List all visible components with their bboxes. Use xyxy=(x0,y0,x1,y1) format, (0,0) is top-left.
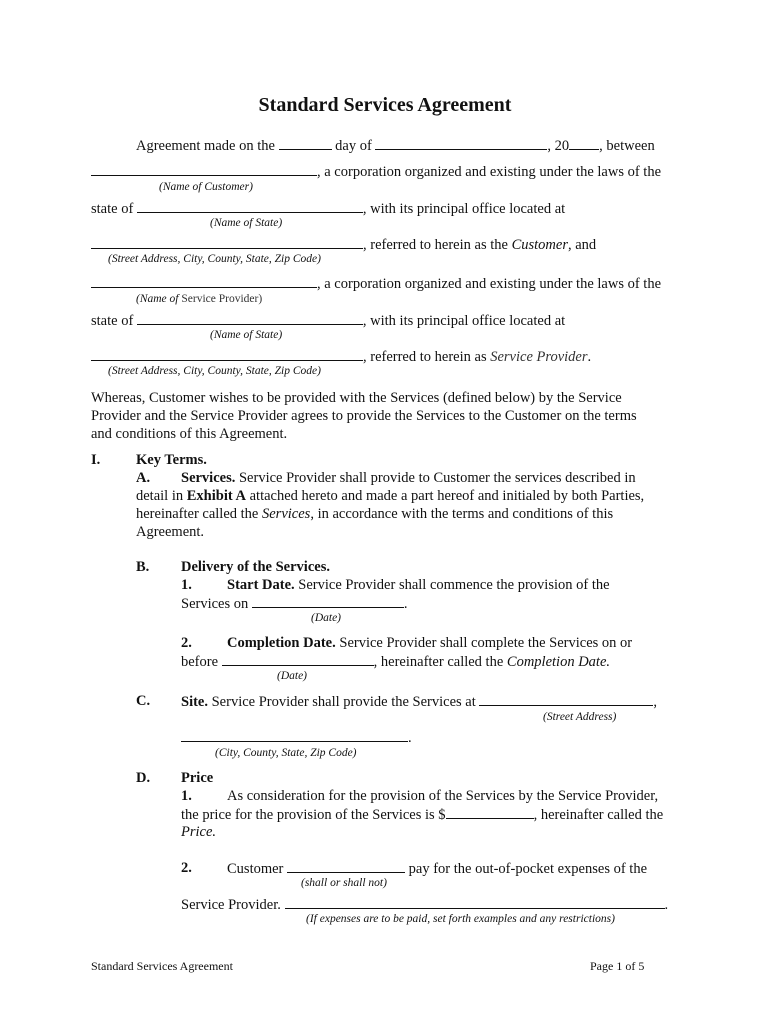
provider-referred-prefix: , referred to herein as xyxy=(363,349,491,365)
clause-b1-line-2: Services on . xyxy=(181,596,408,612)
document-title: Standard Services Agreement xyxy=(258,94,512,116)
clause-a-line-2: detail in Exhibit A attached hereto and made a part hereof and initialed by both Parties, xyxy=(136,488,645,504)
completion-date-blank[interactable] xyxy=(222,652,374,666)
site-street-caption: (Street Address) xyxy=(543,711,617,723)
completion-date-caption: (Date) xyxy=(277,670,308,682)
customer-term: Customer xyxy=(511,237,568,253)
clause-a-line-3: hereinafter called the Services, in accordance with the terms and conditions of this xyxy=(136,506,614,522)
shall-caption: (shall or shall not) xyxy=(301,877,387,889)
start-date-caption: (Date) xyxy=(311,612,342,624)
provider-address-caption: (Street Address, City, County, State, Zip Code) xyxy=(108,365,321,377)
provider-term: Service Provider xyxy=(490,349,588,365)
clause-d1-line-3: Price. xyxy=(181,824,217,840)
intro-between: , between xyxy=(599,138,655,154)
whereas-line-1: Whereas, Customer wishes to be provided with the Services (defined below) by the Service xyxy=(91,390,622,406)
clause-b-letter: B. xyxy=(136,559,150,575)
section-1-number: I. xyxy=(91,452,101,468)
clause-b2-line-2: before , hereinafter called the Completion Date. xyxy=(181,654,611,670)
site-city-blank[interactable] xyxy=(181,728,408,742)
month-blank[interactable] xyxy=(375,136,547,150)
footer-page-number: Page 1 of 5 xyxy=(590,959,645,973)
clause-d-heading: Price xyxy=(181,770,214,786)
intro-made-on: Agreement made on the xyxy=(136,138,275,154)
customer-referred-prefix: , referred to herein as the xyxy=(363,237,512,253)
clause-d2-line-2: Service Provider. . xyxy=(181,897,669,913)
clause-d2-line-1: Customer pay for the out-of-pocket expenses of the xyxy=(227,861,647,877)
shall-blank[interactable] xyxy=(287,859,405,873)
provider-corp-text: , a corporation organized and existing under the laws of the xyxy=(317,276,661,292)
whereas-line-3: and conditions of this Agreement. xyxy=(91,426,288,442)
whereas-line-2: Provider and the Service Provider agrees to provide the Services to the Customer on the terms xyxy=(91,408,637,424)
clause-d-letter: D. xyxy=(136,770,151,786)
clause-a-line-4: Agreement. xyxy=(136,524,205,540)
provider-state-caption: (Name of State) xyxy=(210,329,283,341)
customer-principal-office: , with its principal office located at xyxy=(362,201,566,217)
intro-day-of: day of xyxy=(335,138,372,154)
customer-state-line xyxy=(91,199,565,218)
customer-name-line xyxy=(91,162,661,181)
site-street-blank[interactable] xyxy=(479,692,653,706)
clause-d1-number: 1. xyxy=(181,788,192,804)
clause-d2-number: 2. xyxy=(181,860,192,876)
intro-year-prefix: , 20 xyxy=(547,138,570,154)
provider-name-blank[interactable] xyxy=(91,274,317,288)
clause-a-letter: A. xyxy=(136,470,151,486)
provider-state-line xyxy=(91,311,565,330)
footer-title: Standard Services Agreement xyxy=(91,959,233,973)
expenses-blank[interactable] xyxy=(285,895,665,909)
clause-a-line-1: Services. Service Provider shall provide to Customer the services described in xyxy=(181,470,636,486)
intro-line xyxy=(136,136,655,155)
provider-address-blank[interactable] xyxy=(91,347,363,361)
clause-c-line-1: Site. Service Provider shall provide the Services at , xyxy=(181,694,658,710)
provider-state-of: state of xyxy=(91,313,134,329)
customer-referred-suffix: , and xyxy=(567,237,597,253)
site-city-caption: (City, County, State, Zip Code) xyxy=(215,747,357,759)
clause-b1-number: 1. xyxy=(181,577,192,593)
provider-name-line xyxy=(91,274,661,293)
provider-state-blank[interactable] xyxy=(137,311,363,325)
expenses-caption: (If expenses are to be paid, set forth examples and any restrictions) xyxy=(306,913,615,925)
clause-b2-line-1: Completion Date. Service Provider shall complete the Services on or xyxy=(227,635,633,651)
clause-c-letter: C. xyxy=(136,693,151,709)
clause-b1-line-1: Start Date. Service Provider shall commence the provision of the xyxy=(227,577,610,593)
customer-address-caption: (Street Address, City, County, State, Zip Code) xyxy=(108,253,321,265)
customer-state-of: state of xyxy=(91,201,134,217)
customer-state-blank[interactable] xyxy=(137,199,363,213)
provider-name-caption: (Name of Service Provider) xyxy=(136,293,263,305)
customer-name-caption: (Name of Customer) xyxy=(159,181,253,193)
clause-c-line-2: . xyxy=(181,728,412,747)
customer-name-blank[interactable] xyxy=(91,162,317,176)
customer-corp-text: , a corporation organized and existing under the laws of the xyxy=(317,164,661,180)
section-1-heading: Key Terms. xyxy=(136,452,207,468)
clause-b2-number: 2. xyxy=(181,635,192,651)
day-blank[interactable] xyxy=(279,136,332,150)
provider-referred-suffix: . xyxy=(587,349,592,365)
customer-state-caption: (Name of State) xyxy=(210,217,283,229)
customer-address-blank[interactable] xyxy=(91,235,363,249)
provider-principal-office: , with its principal office located at xyxy=(362,313,566,329)
year-blank[interactable] xyxy=(569,136,599,150)
clause-d1-line-1: As consideration for the provision of the Services by the Service Provider, xyxy=(227,788,659,804)
price-blank[interactable] xyxy=(446,805,534,819)
clause-d1-line-2: the price for the provision of the Services is $ , hereinafter called the xyxy=(181,807,664,823)
start-date-blank[interactable] xyxy=(252,594,404,608)
clause-b-heading: Delivery of the Services. xyxy=(181,559,330,575)
